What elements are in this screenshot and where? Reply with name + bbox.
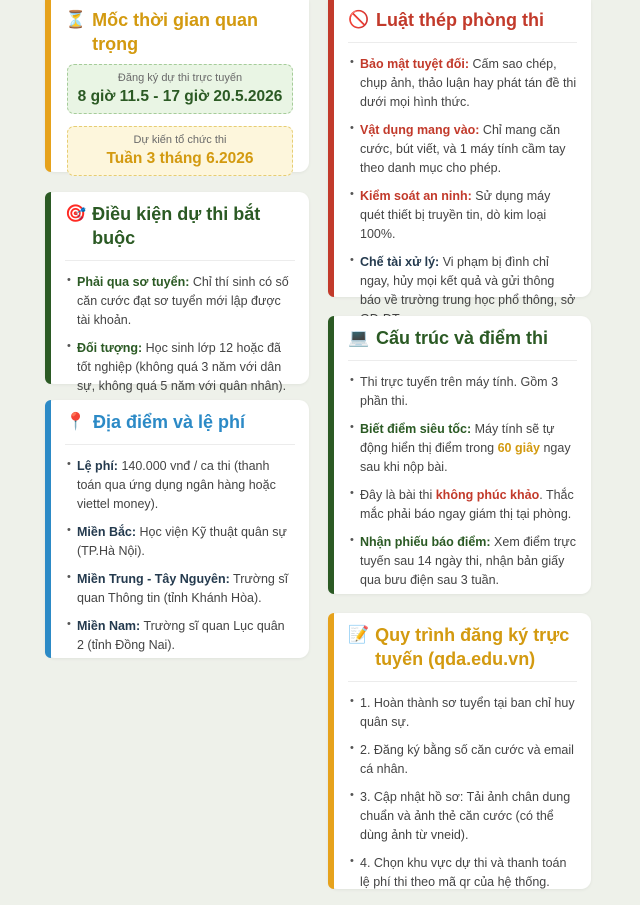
structure-title: 💻 Cấu trúc và điểm thi (348, 326, 577, 361)
rules-title: 🚫 Luật thép phòng thi (348, 8, 577, 43)
exam-box (67, 126, 293, 176)
location-title: 📍 Địa điểm và lệ phí (65, 410, 295, 445)
structure-item: • Thi trực tuyến trên máy tính. Gồm 3 phần thi. (348, 373, 577, 411)
process-card (328, 613, 591, 889)
process-step: • 2. Đăng ký bằng số căn cước và email cá nhân. (348, 741, 577, 779)
rule-item: • Bảo mật tuyệt đối: Cấm sao chép, chụp ảnh, thảo luận hay phát tán đề thi dưới mọi hình thức. (348, 55, 577, 112)
structure-card (328, 316, 591, 594)
location-item: • Miền Bắc: Học viện Kỹ thuật quân sự (TP.Hà Nội). (65, 523, 295, 561)
condition-item: • Đối tượng: Học sinh lớp 12 hoặc đã tốt nghiệp (không quá 3 năm với dân sự, không quá 5 năm với quân nhân). (65, 339, 295, 396)
process-step: • 4. Chọn khu vực dự thi và thanh toán lệ phí thi theo mã qr của hệ thống. (348, 854, 577, 892)
process-accent-bar (328, 613, 334, 889)
process-step: • 1. Hoàn thành sơ tuyển tại ban chỉ huy quân sự. (348, 694, 577, 732)
condition-item: • Phải qua sơ tuyển: Chỉ thí sinh có số căn cước đạt sơ tuyển mới lập được tài khoản. (65, 273, 295, 330)
exam-value: Tuần 3 tháng 6.2026 (106, 150, 254, 167)
process-title: 📝 Quy trình đăng ký trực tuyến (qda.edu.vn) (348, 623, 577, 682)
memo-icon: 📝 (348, 625, 370, 644)
location-item: • Miền Trung - Tây Nguyên: Trường sĩ quan Thông tin (tỉnh Khánh Hòa). (65, 570, 295, 608)
structure-accent-bar (328, 316, 334, 594)
registration-label: Đăng ký dự thi trực tuyến (117, 72, 243, 84)
timeline-title: ⏳ Mốc thời gian quan trọng (65, 10, 258, 54)
registration-box (67, 64, 293, 114)
exam-label: Dự kiến tổ chức thi (133, 134, 227, 146)
location-item: • Lệ phí: 140.000 vnđ / ca thi (thanh toán qua ứng dụng ngân hàng hoặc viettel money). (65, 457, 295, 514)
structure-item: • Đây là bài thi không phúc khảo. Thắc mắc phải báo ngay giám thị tại phòng. (348, 486, 577, 524)
conditions-accent-bar (45, 192, 51, 384)
rule-item: • Vật dụng mang vào: Chỉ mang căn cước, bút viết, và 1 máy tính cầm tay theo danh mục cho phép. (348, 121, 577, 178)
location-card (45, 400, 309, 658)
process-step: • 3. Cập nhật hồ sơ: Tải ảnh chân dung chuẩn và ảnh thẻ căn cước (có thể dùng ảnh từ vneid). (348, 788, 577, 845)
rules-accent-bar (328, 0, 334, 297)
location-accent-bar (45, 400, 51, 658)
target-icon: 🎯 (65, 204, 87, 223)
rules-card (328, 0, 591, 307)
timeline-accent-bar (45, 0, 51, 172)
prohibited-icon: 🚫 (348, 10, 370, 29)
conditions-title: 🎯 Điều kiện dự thi bắt buộc (65, 202, 295, 261)
location-item: • Miền Nam: Trường sĩ quan Lục quân 2 (tỉnh Đồng Nai). (65, 617, 295, 655)
laptop-icon: 💻 (348, 328, 370, 347)
rule-item: • Kiểm soát an ninh: Sử dụng máy quét thiết bị truyền tin, dò kim loại 100%. (348, 187, 577, 244)
structure-item: • Nhận phiếu báo điểm: Xem điểm trực tuyến sau 14 ngày thi, nhận bản giấy qua bưu điện sau 3 tuần. (348, 533, 577, 590)
conditions-card (45, 192, 309, 393)
pin-icon: 📍 (65, 412, 87, 431)
rule-item: • Chế tài xử lý: Vi phạm bị đình chỉ ngay, hủy mọi kết quả và gửi thông báo về trường trung học phổ thông, sở (348, 253, 577, 329)
registration-value: 8 giờ 11.5 - 17 giờ 20.5.2026 (77, 88, 283, 105)
timeline-card (45, 0, 309, 172)
structure-item: • Biết điểm siêu tốc: Máy tính sẽ tự động hiển thị điểm trong 60 giây ngay sau khi nộp bài. (348, 420, 577, 477)
hourglass-icon: ⏳ (65, 10, 87, 29)
